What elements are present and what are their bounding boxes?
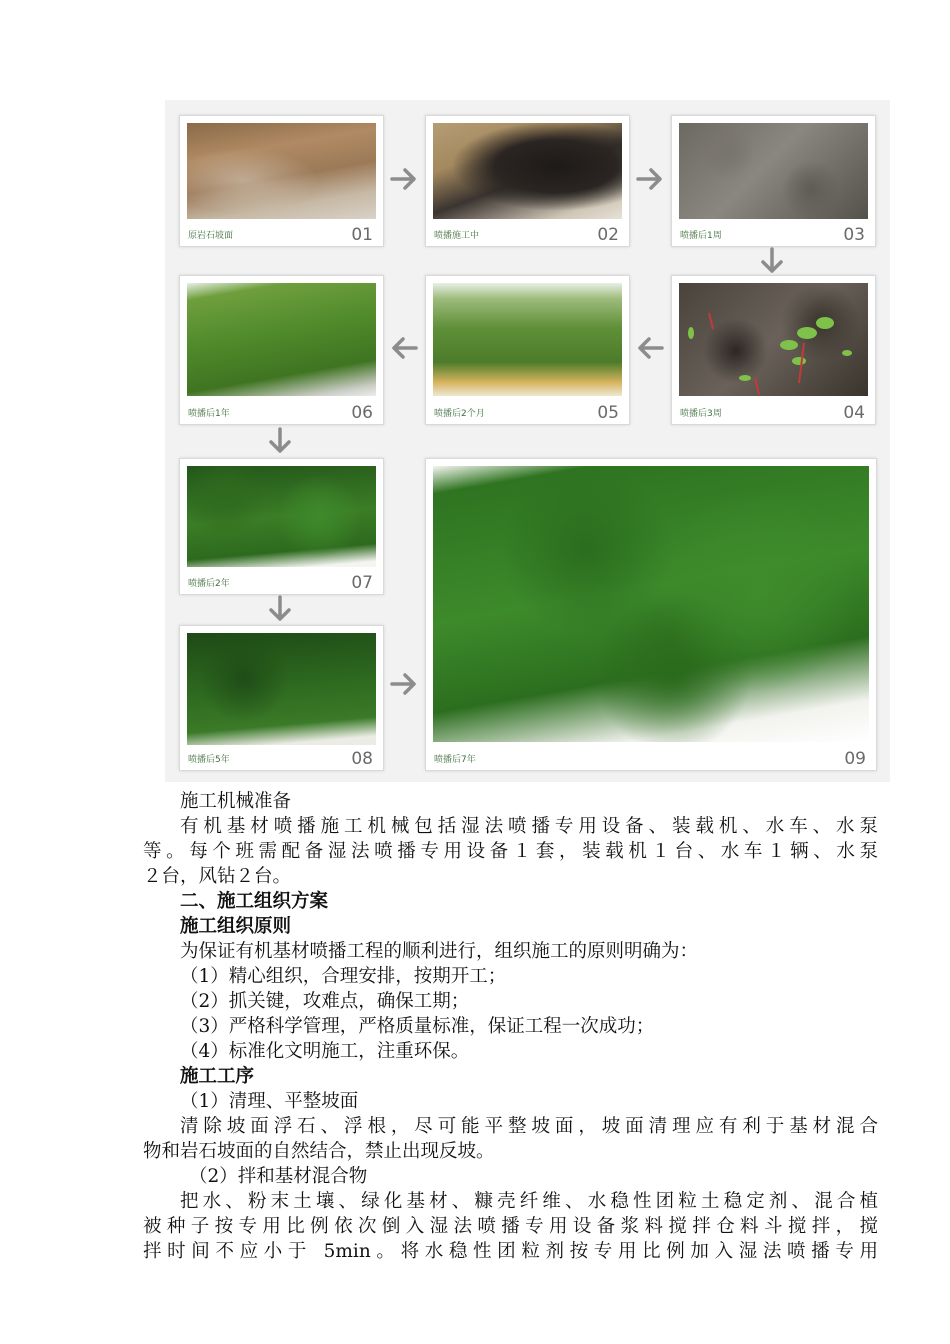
panel-05 <box>425 275 630 425</box>
list-item: （4）标准化文明施工，注重环保。 <box>180 1041 470 1062</box>
panel-number: 09 <box>844 749 866 769</box>
photo-spraying <box>433 123 622 219</box>
section-heading: 二、施工组织方案 <box>180 891 329 912</box>
panel-08 <box>179 625 384 771</box>
arrow-down-icon <box>265 594 295 624</box>
panel-caption: 喷播施工中 <box>434 231 480 241</box>
panel-number: 02 <box>597 225 619 245</box>
step-title: （1）清理、平整坡面 <box>180 1091 359 1112</box>
step-title: （2）拌和基材混合物 <box>189 1166 368 1187</box>
photo-year-7 <box>433 466 869 742</box>
panel-caption: 喷播后2个月 <box>434 409 485 419</box>
list-item: （2）抓关键，攻难点，确保工期； <box>180 991 470 1012</box>
panel-caption: 喷播后1周 <box>680 231 722 241</box>
seedlings-illustration <box>679 283 868 396</box>
photo-year-5 <box>187 633 376 745</box>
panel-06 <box>179 275 384 425</box>
construction-process-figure <box>165 100 890 782</box>
panel-caption: 喷播后2年 <box>188 579 230 589</box>
panel-number: 01 <box>351 225 373 245</box>
panel-04 <box>671 275 876 425</box>
panel-caption: 喷播后5年 <box>188 755 230 765</box>
arrow-right-icon <box>635 164 665 194</box>
photo-year-1 <box>187 283 376 396</box>
paragraph-line: 清除坡面浮石、浮根，尽可能平整坡面，坡面清理应有利于基材混合 <box>180 1116 878 1137</box>
photo-original-rock-slope <box>187 123 376 219</box>
paragraph-line: 有机基材喷播施工机械包括湿法喷播专用设备、装载机、水车、水泵 <box>180 816 878 837</box>
photo-week-3 <box>679 283 868 396</box>
panel-number: 04 <box>843 403 865 423</box>
panel-number: 03 <box>843 225 865 245</box>
panel-number: 06 <box>351 403 373 423</box>
paragraph-line: 拌时间不应小于 5min。将水稳性团粒剂按专用比例加入湿法喷播专用 <box>143 1241 878 1262</box>
paragraph-line: 等。每个班需配备湿法喷播专用设备１套，装载机１台、水车１辆、水泵 <box>143 841 878 862</box>
subsection-heading: 施工工序 <box>180 1066 255 1087</box>
panel-caption: 喷播后3周 <box>680 409 722 419</box>
paragraph-line: ２台，风钻２台。 <box>143 866 292 887</box>
paragraph-line: 被种子按专用比例依次倒入湿法喷播专用设备浆料搅拌仓料斗搅拌，搅 <box>143 1216 878 1237</box>
list-item: （3）严格科学管理，严格质量标准，保证工程一次成功； <box>180 1016 655 1037</box>
panel-caption: 喷播后1年 <box>188 409 230 419</box>
heading-machinery: 施工机械准备 <box>180 791 292 812</box>
photo-month-2 <box>433 283 622 396</box>
panel-01 <box>179 115 384 247</box>
panel-07 <box>179 458 384 595</box>
arrow-left-icon <box>389 333 419 363</box>
panel-caption: 原岩石坡面 <box>188 231 234 241</box>
panel-caption: 喷播后7年 <box>434 755 476 765</box>
paragraph-line: 物和岩石坡面的自然结合，禁止出现反坡。 <box>143 1141 495 1162</box>
arrow-down-icon <box>265 426 295 456</box>
paragraph-line: 为保证有机基材喷播工程的顺利进行，组织施工的原则明确为： <box>180 941 699 962</box>
subsection-heading: 施工组织原则 <box>180 916 292 937</box>
arrow-down-icon <box>757 246 787 276</box>
photo-year-2 <box>187 466 376 567</box>
panel-number: 07 <box>351 573 373 593</box>
list-item: （1）精心组织，合理安排，按期开工； <box>180 966 507 987</box>
panel-09 <box>425 458 877 771</box>
arrow-left-icon <box>635 333 665 363</box>
arrow-right-icon <box>389 669 419 699</box>
watermark-text: 百科 <box>238 747 263 761</box>
arrow-right-icon <box>389 164 419 194</box>
document-body <box>143 789 878 1264</box>
paragraph-line: 把水、粉末土壤、绿化基材、糠壳纤维、水稳性团粒土稳定剂、混合植 <box>180 1191 878 1212</box>
panel-number: 08 <box>351 749 373 769</box>
panel-02 <box>425 115 630 247</box>
photo-week-1 <box>679 123 868 219</box>
panel-03 <box>671 115 876 247</box>
panel-number: 05 <box>597 403 619 423</box>
